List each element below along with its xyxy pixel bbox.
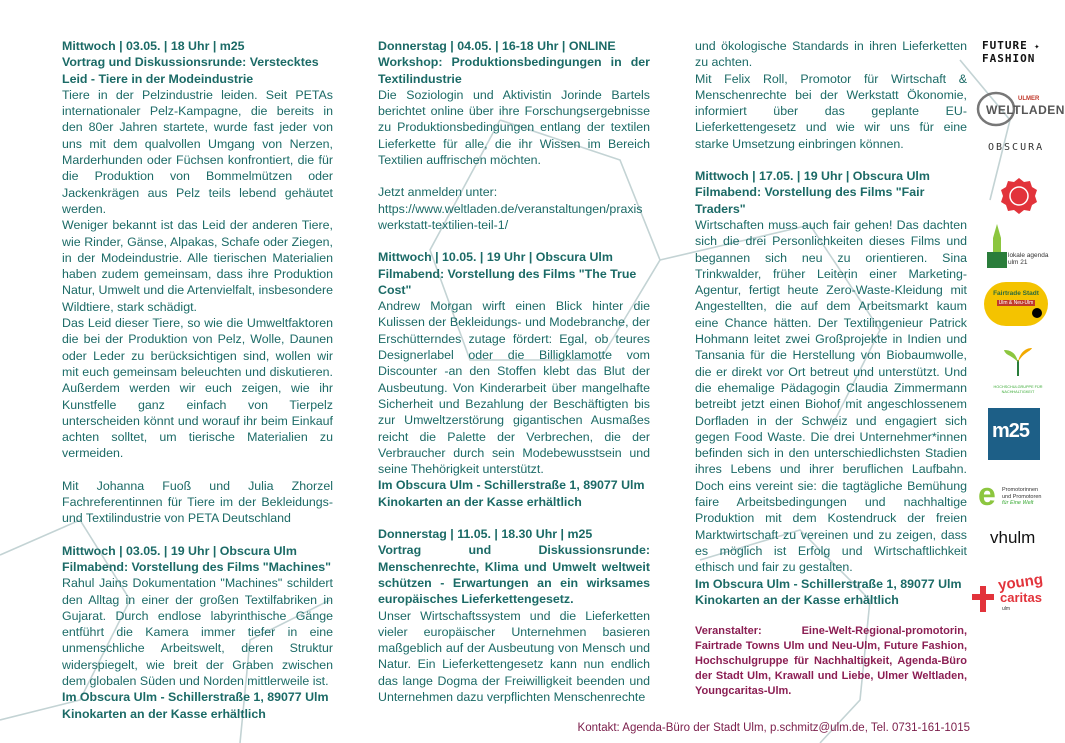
column-right — [695, 38, 967, 699]
logo-text: caritas — [1000, 590, 1042, 605]
event-location: Im Obscura Ulm - Schillerstraße 1, 89077 Ulm — [378, 478, 645, 493]
logo-text: lokale agenda — [1008, 252, 1049, 259]
event-description: Weniger bekannt ist das Leid der anderen Tiere, wie Rinder, Gänse, Alpakas, Schafe oder Ziegen, in der Modeindustrie. Alle tierischen Materialien haben zudem gemeinsam, dass ihre Produktion Natur, Umwelt und die Artenvielfalt, insbesondere Wildtiere, stark schädigt. — [62, 218, 333, 314]
logo-text: ULMER — [1018, 96, 1040, 102]
event-date-line: Mittwoch | 10.05. | 19 Uhr | Obscura Ulm — [378, 250, 613, 265]
vhulm-logo — [990, 528, 1035, 548]
youngcaritas-logo — [968, 570, 1056, 622]
lokale-agenda-logo — [986, 224, 1052, 270]
badge-icon — [997, 176, 1041, 216]
event-description: und ökologische Standards in ihren Lieferketten zu achten. — [695, 39, 967, 70]
organizer-list: Veranstalter: Eine-Welt-Regional-promotorin, Fairtrade Towns Ulm und Neu-Ulm, Future Fashion, Hochschulgruppe für Nachhaltigkeit, Agenda-Büro der Stadt Ulm, Krawall und Liebe, Ulmer Weltladen, Youngcaritas-Ulm. — [695, 625, 967, 698]
event-date-line: Mittwoch | 17.05. | 19 Uhr | Obscura Ulm — [695, 169, 930, 184]
event-location: Im Obscura Ulm - Schillerstraße 1, 89077 Ulm — [62, 690, 329, 705]
event-date-line: Mittwoch | 03.05. | 18 Uhr | m25 — [62, 39, 245, 53]
event-description: Unser Wirtschaftssystem und die Lieferketten vieler europäischer Unternehmen basieren maßgeblich auf der Ausbeutung von Mensch und Natur. Ein Lieferkettengesetz kann nun endlich das lange Dogma der Freiwilligkeit beenden und Unternehmen dazu verpflichten Menschenrechte — [378, 608, 650, 704]
logo-text: FASHION — [982, 52, 1036, 65]
event-description: Rahul Jains Dokumentation "Machines" schildert den Alltag in einer der großen Textilfabriken in Gujarat. Durch endlose labyrinthische Gänge entführt die Kamera immer tiefer in eine unmenschliche Arbeitswelt, deren Struktur widerspiegelt, wie breit der Graben zwischen dem globalen Süden und Norden mittlerweile ist. — [62, 576, 333, 688]
cathedral-icon — [986, 224, 1008, 268]
event-location: Im Obscura Ulm - Schillerstraße 1, 89077 Ulm — [695, 576, 962, 591]
column-middle — [378, 38, 650, 705]
obscura-logo: OBSCURA — [988, 142, 1045, 153]
event-description: Wirtschaften muss auch fair gehen! Das dachten sich die drei Personlichkeiten dieses Films und begannen sich neu zu orientieren. Sina Trinkwalder, früher Leiterin einer Marketing-Agentur, fertigt heute Zero-Waste-Kleidung mit Angestellten, die auf dem Arbeitsmarkt kaum eine Chance hätten. Der Textilingenieur Patrick Hohmann leitet zwei Großprojekte in Indien und Tansania für die Herstellung von Biobaumwolle, die er direkt vor Ort betreut und unterstützt. Und die ehemalige Pädagogin Claudia Zimmermann betreibt jetzt einen Biohof mit angeschlossenem Dorfladen in der Schweiz und engagiert sich gegen Food Waste. Die drei Unternehmer*innen befinden sich in den unterschiedlichsten Stadien ihres Lebens und ihrer beruflichen Laufbahn. Doch eins vereint sie: die tagtägliche Bemühung faire Arbeitsbedingungen und nachhaltige Produktion mit dem Kostendruck der freien Marktwirtschaft zu vereinen und zu zeigen, dass es möglich ist Erfolg und Wirtschaftlichkeit ethisch und fair zu gestalten. — [695, 217, 967, 575]
future-fashion-logo — [982, 40, 1041, 65]
event-title: Vortrag und Diskussionsrunde: Menschenrechte, Klima und Umwelt weltweit schützen - Erwartungen an ein wirksames europäisches Lieferkettengesetz. — [378, 543, 650, 607]
event-description: Mit Felix Roll, Promotor für Wirtschaft & Menschenrechte bei der Werkstatt Ökonomie, informiert über das geplante EU-Lieferkettengesetz und wie wir uns für eine starke Umsetzung einbringen können. — [695, 71, 967, 151]
event-description: Die Soziologin und Aktivistin Jorinde Bartels berichtet online über ihre Forschungsergebnisse zu Produktionsbedingungen entlang der textilen Lieferkette für alle, die ihr Wissen im Bereich Textilien auffrischen möchten. — [378, 87, 650, 168]
column-left — [62, 38, 333, 722]
contact-line: Kontakt: Agenda-Büro der Stadt Ulm, p.schmitz@ulm.de, Tel. 0731-161-1015 — [577, 722, 970, 734]
fairtrade-icon — [1032, 308, 1042, 318]
logo-text: WELTLADEN — [986, 103, 1065, 117]
logo-text: ulm — [1002, 606, 1011, 612]
event-date-line: Donnerstag | 11.05. | 18.30 Uhr | m25 — [378, 527, 593, 542]
registration-label: Jetzt anmelden unter: — [378, 185, 498, 200]
logo-text: Ulm & Neu-Ulm — [998, 300, 1034, 306]
logo-text: und Promotoren — [1002, 493, 1042, 500]
event-description: Tiere in der Pelzindustrie leiden. Seit PETAs internationaler Pelz-Kampagne, die bereits in den 80er Jahren startete, wurde fast jeder von uns mit dem qualvollen Umgang von Nerzen, Marderhunden oder Füchsen konfrontiert, die für die Produktion von Bommelmützen oder Jackenkrägen aus Pelz teils lebend gehäutet werden. — [62, 87, 333, 216]
logo-text: young — [997, 570, 1044, 595]
event-title: Filmabend: Vorstellung des Films "The True Cost" — [378, 266, 637, 297]
event-title: Vortrag und Diskussionsrunde: Verstecktes Leid - Tiere in der Modeindustrie — [62, 55, 319, 86]
event-description: Andrew Morgan wirft einen Blick hinter die Kulissen der Bekleidungs- und Modebranche, der Erschütterndes zutage fördert: Egal, ob teures Designerlabel oder die Billigklamotte vom Discounter -an den Stoffen klebt das Blut der Ausbeutung. Von Kinderarbeit über mangelhafte Sicherheit und Bezahlung der Beschäftigten bis zur Umweltzerstörung gigantischen Ausmaßes reicht die Palette der Verbrechen, die der Verbraucher durch sein Modebewusstsein und seine Thehörigkeit unterstützt. — [378, 299, 650, 477]
logo-text: vhulm — [990, 528, 1036, 547]
event-tickets: Kinokarten an der Kasse erhältlich — [62, 706, 266, 721]
star-icon: ✦ — [1027, 42, 1041, 52]
promotorinnen-logo — [978, 478, 1054, 512]
logo-text: Fairtrade Stadt — [993, 290, 1039, 297]
logo-text: m25 — [992, 420, 1030, 442]
event-speakers: Mit Johanna Fuoß und Julia Zhorzel Fachreferentinnen für Tiere im der Bekleidungs- und Textilindustrie von PETA Deutschland — [62, 478, 333, 526]
event-date-line: Donnerstag | 04.05. | 16-18 Uhr | ONLINE — [378, 39, 616, 53]
caritas-cross-icon — [968, 582, 998, 614]
event-title: Filmabend: Vorstellung des Films "Machines" — [62, 559, 332, 574]
logo-text: FUTURE — [982, 39, 1028, 52]
weltladen-logo — [972, 88, 1065, 133]
event-title: Filmabend: Vorstellung des Films "Fair Traders" — [695, 185, 925, 216]
fairtrade-stadt-logo — [984, 282, 1048, 326]
registration-url[interactable]: https://www.weltladen.de/veranstaltungen/praxis — [378, 201, 643, 216]
logo-text: HOCHSCHULGRUPPE FÜR NACHHALTIGKEIT — [993, 385, 1043, 394]
logo-text: für Eine Welt — [1002, 500, 1034, 506]
e-icon: e — [978, 476, 996, 512]
registration-url[interactable]: werkstatt-textilien-teil-1/ — [378, 217, 509, 232]
sprout-icon — [990, 346, 1046, 380]
hochschulgruppe-logo — [990, 346, 1046, 395]
krawall-und-liebe-logo — [997, 176, 1041, 221]
event-description: Das Leid dieser Tiere, so wie die Umweltfaktoren die bei der Produktion von Pelz, Wolle, Daunen oder Leder zu berücksichtigen sind, wollen wir mit euch gemeinsam beleuchten und diskutieren. Außerdem werden wir euch zeigen, wie ihr Kunstfelle ganz einfach von Tierpelz unterscheiden könnt und worauf ihr beim Einkauf achten solltet, um tierische Materialien zu vermeiden. — [62, 316, 333, 461]
event-tickets: Kinokarten an der Kasse erhältlich — [378, 494, 582, 509]
logo-text: Promotorinnen — [1002, 487, 1039, 493]
event-title: Workshop: Produktionsbedingungen in der Textilindustrie — [378, 55, 650, 86]
event-date-line: Mittwoch | 03.05. | 19 Uhr | Obscura Ulm — [62, 543, 297, 558]
logo-text: ulm 21 — [1008, 259, 1028, 266]
m25-logo — [988, 408, 1040, 460]
event-tickets: Kinokarten an der Kasse erhältlich — [695, 592, 899, 607]
